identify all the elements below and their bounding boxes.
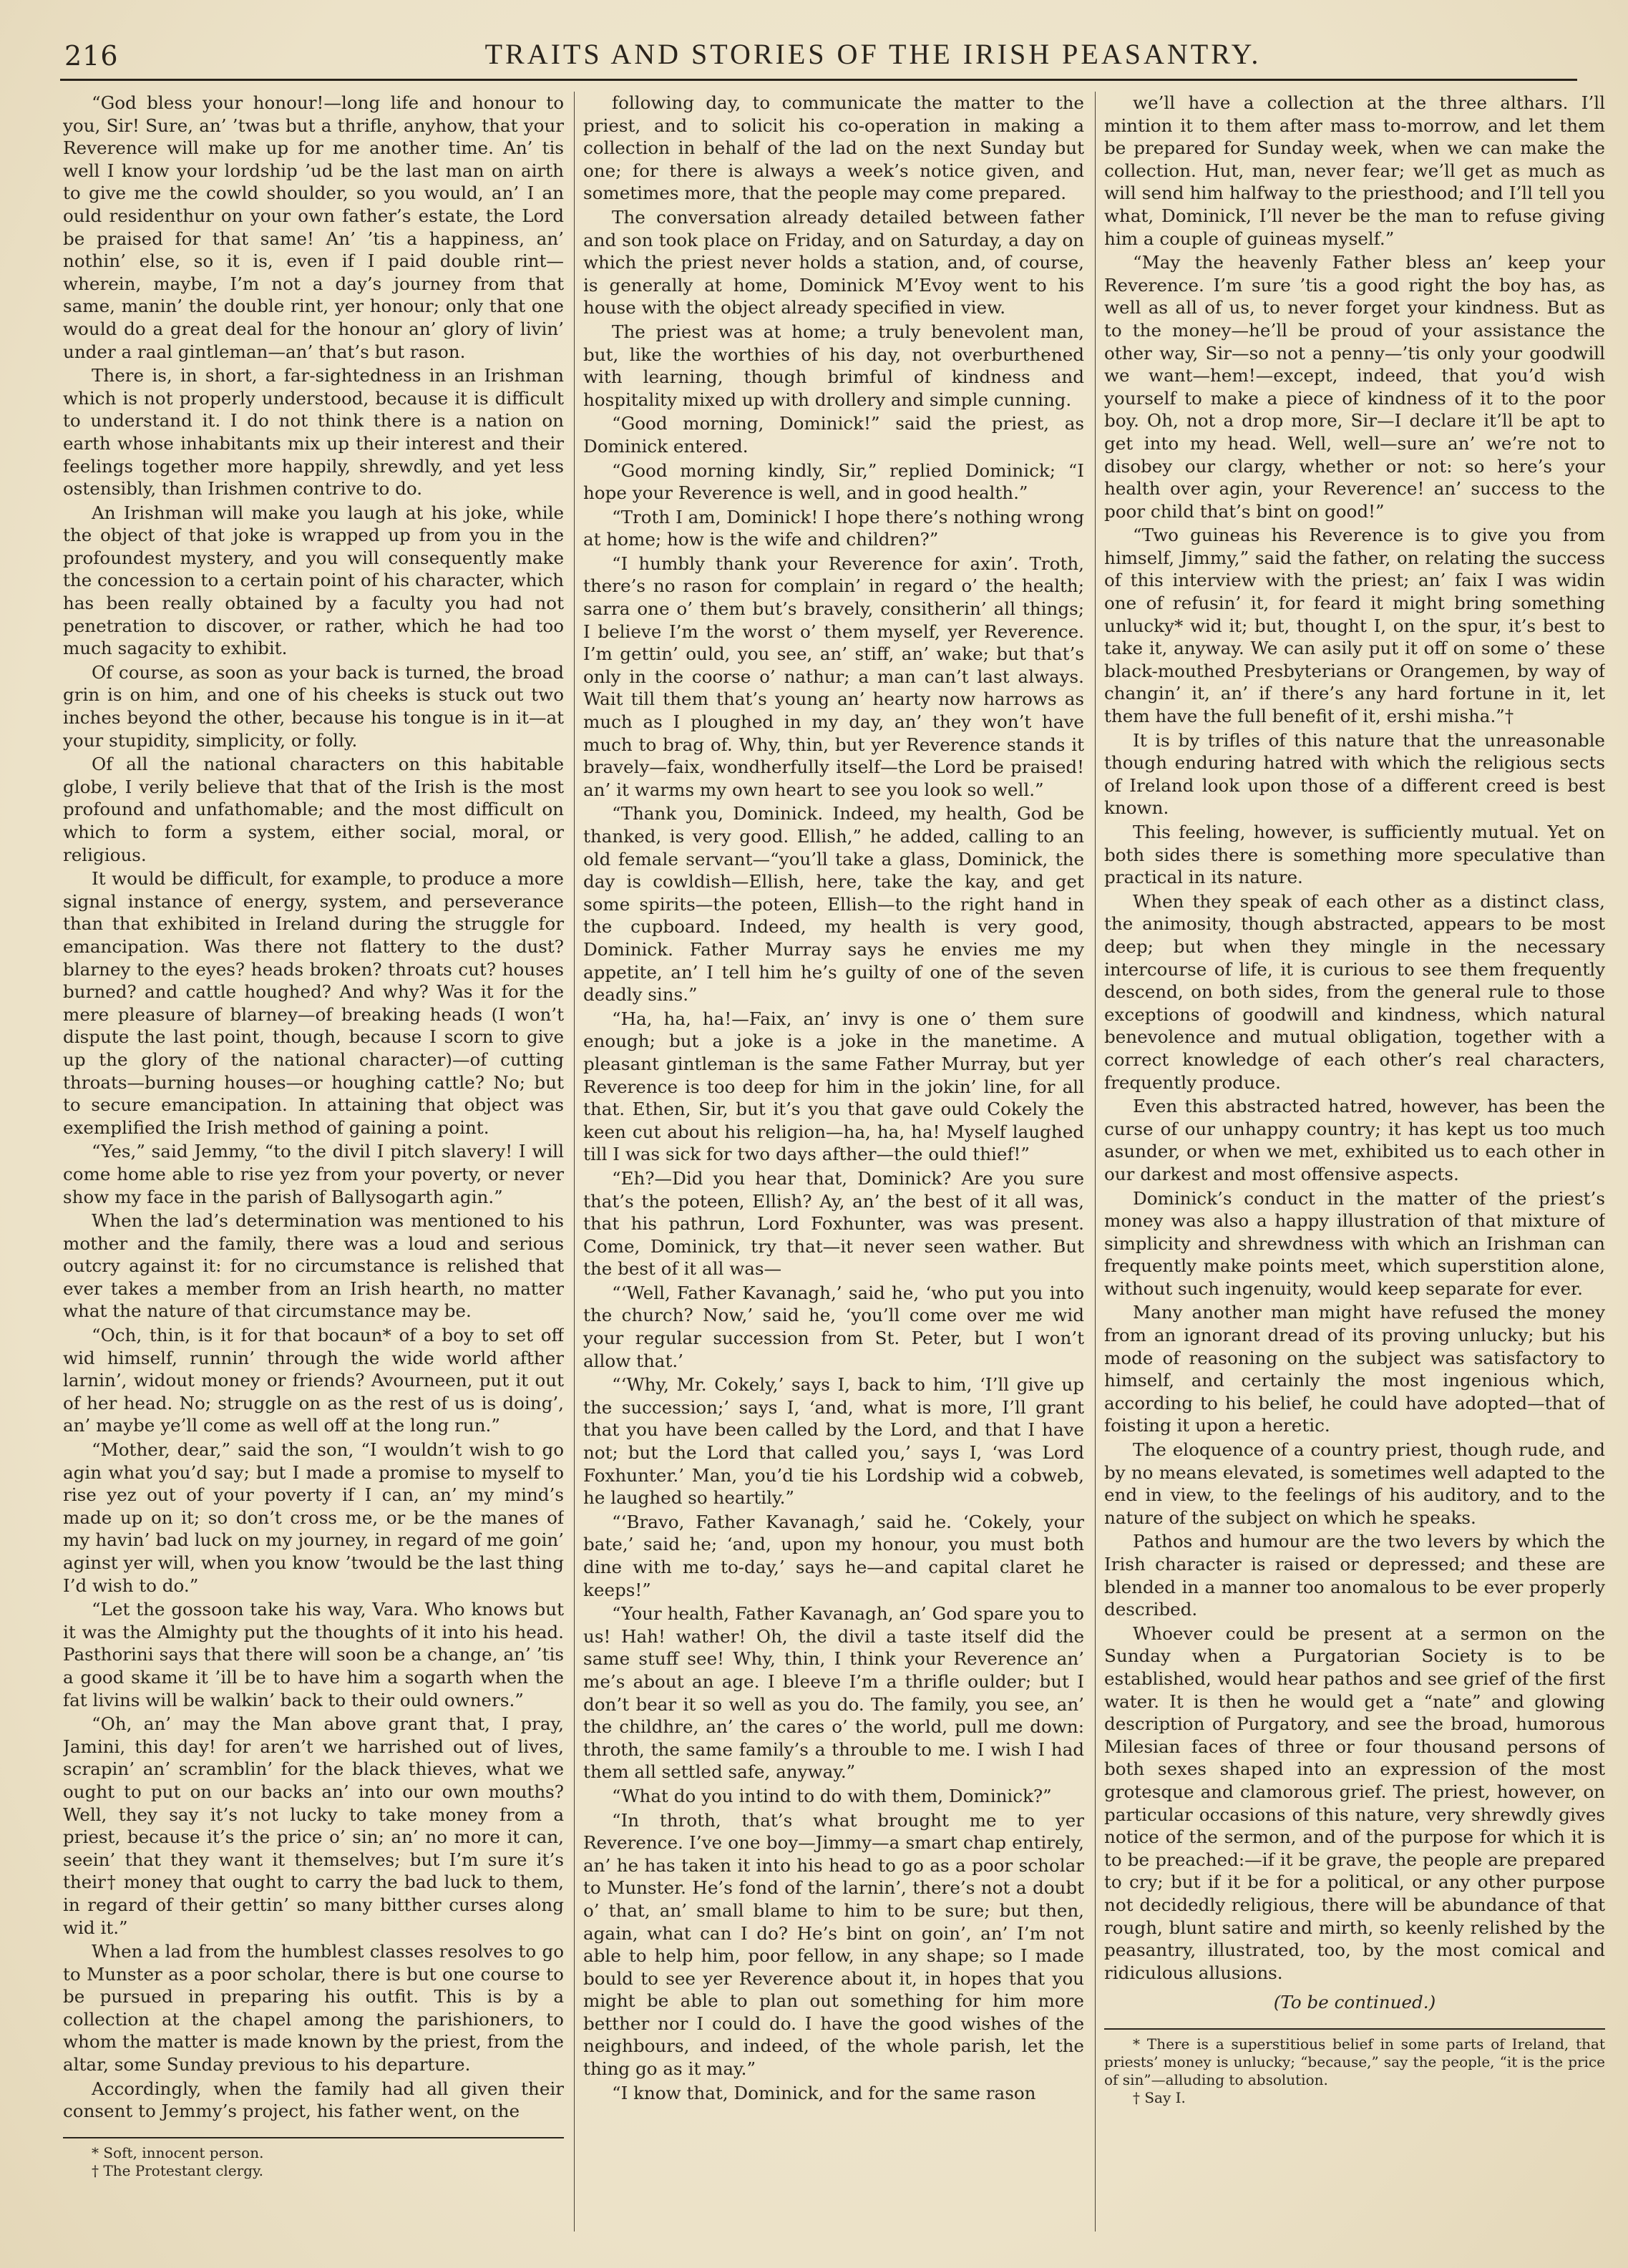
paragraph: An Irishman will make you laugh at his joke, while the object of that joke is wrapped up from you in the profoundest mystery, and you will consequently make the concession to a certain point of his character, which has been really obtained by a faculty you had not penetration to discover, or rather, which he had too much sagacity to exhibit. <box>63 502 564 659</box>
paragraph: The eloquence of a country priest, though rude, and by no means elevated, is sometimes well adapted to the end in view, to the feelings of his auditory, and to the nature of the subject on which he speaks. <box>1104 1439 1605 1528</box>
footnote: † The Protestant clergy. <box>92 2161 263 2179</box>
footnotes <box>1104 2028 1605 2107</box>
paragraph: Even this abstracted hatred, however, has been the curse of our unhappy country; it has kept us too much asunder, or when we met, exhibited us to each other in our darkest and most offensive aspects. <box>1104 1096 1605 1184</box>
paragraph: Whoever could be present at a sermon on the Sunday when a Purgatorian Society is to be established, would hear pathos and see grief of the first water. It is then he would get a “nate” and glowing description of Purgatory, and see the broad, humorous Milesian faces of three or four thousand persons of both sexes shaped into an expression of the most grotesque and clamorous grief. The priest, however, on particular occasions of this nature, very shrewdly gives notice of the sermon, and of the purpose for which it is to be preached:—if it be grave, the people are prepared to cry; but if it be for a political, or any other purpose not decidedly religious, there will be abundance of that rough, blunt satire and mirth, so keenly relished by the peasantry, illustrated, too, by the most comical and ridiculous allusions. <box>1104 1622 1605 1983</box>
paragraph: When the lad’s determination was mentioned to his mother and the family, there was a loud and serious outcry against it: for no circumstance is relished that ever takes a member from an Irish hearth, no matter what the nature of that circumstance may be. <box>63 1210 564 1322</box>
paragraph: “Eh?—Did you hear that, Dominick? Are you sure that’s the poteen, Ellish? Ay, an’ the best of it all was, that his pathrun, Lord Foxhunter, was was present. Come, Dominick, try that—it never seen wather. But the best of it all was— <box>583 1167 1084 1280</box>
paragraph: “Two guineas his Reverence is to give you from himself, Jimmy,” said the father, on relating the success of this interview with the priest; an’ faix I was widin one of refusin’ it, for feard it might bring something unlucky* wid it; but, thought I, on the spur, it’s best to take it, anyway. We can asily put it off on some o’ these black-mouthed Presbyterians or Orangemen, by way of changin’ it, an’ if there’s any hard fortune in it, let them have the full benefit of it, ershi misha.”† <box>1104 525 1605 727</box>
page-header <box>64 37 1574 73</box>
paragraph: “Oh, an’ may the Man above grant that, I pray, Jamini, this day! for aren’t we harrished out of lives, scrapin’ an’ scramblin’ for the black thieves, what we ought to put on our backs an’ into our own mouths? Well, they say it’s not lucky to take money from a priest, because it’s the price o’ sin; an’ no more it can, seein’ that they want it themselves; but I’m sure it’s their† money that ought to carry the bad luck to them, in regard of their gettin’ so many bitther curses along wid it.” <box>63 1713 564 1938</box>
paragraph: The priest was at home; a truly benevolent man, but, like the worthies of his day, not overburthened with learning, though brimful of kindness and hospitality mixed up with drollery and simple cunning. <box>583 321 1084 410</box>
footnotes <box>63 2137 564 2180</box>
paragraph: “Your health, Father Kavanagh, an’ God spare you to us! Hah! wather! Oh, the divil a taste itself did the same stuff see! Why, thin, I think your Reverence an’ me’s about an age. I bleeve I’m a thrifle oulder; but I don’t bear it so well as you do. The family, you see, an’ the childhre, an’ the cares o’ the world, pull me down: throth, the same family’s a throuble to me. I wish I had them all settled safe, anyway.” <box>583 1603 1084 1783</box>
paragraph: Pathos and humour are the two levers by which the Irish character is raised or depressed; and these are blended in a manner too anomalous to be ever properly described. <box>1104 1531 1605 1620</box>
paragraph: “‘Bravo, Father Kavanagh,’ said he. ‘Cokely, your bate,’ said he; ‘and, upon my honour, you must both dine with me to-day,’ says he—and capital claret he keeps!” <box>583 1511 1084 1600</box>
column-rule <box>1095 92 1096 2232</box>
paragraph: This feeling, however, is sufficiently mutual. Yet on both sides there is something more speculative than practical in its nature. <box>1104 822 1605 888</box>
paragraph: “Ha, ha, ha!—Faix, an’ invy is one o’ them sure enough; but a joke is a joke in the manetime. A pleasant gintleman is the same Father Murray, but yer Reverence is too deep for him in the jokin’ line, for all that. Ethen, Sir, but it’s you that gave ould Cokely the keen cut about his religion—ha, ha, ha! Myself laughed till I was sick for two days afther—the ould thief!” <box>583 1008 1084 1165</box>
footnote: † Say I. <box>1133 2088 1186 2106</box>
paragraph: Many another man might have refused the money from an ignorant dread of its proving unlucky; but his mode of reasoning on the subject was satisfactory to himself, and certainly the most ingenious which, according to his belief, he could have adopted—that of foisting it upon a heretic. <box>1104 1302 1605 1436</box>
paragraph: “‘Why, Mr. Cokely,’ says I, back to him, ‘I’ll give up the succession;’ says I, ‘and, what is more, I’ll grant that you have been called by the Lord, and that I have not; but the Lord that called you,’ says I, ‘was Lord Foxhunter.’ Man, you’d tie his Lordship wid a cobweb, he laughed so heartily.” <box>583 1374 1084 1509</box>
running-head: TRAITS AND STORIES OF THE IRISH PEASANTRY. <box>484 38 1262 70</box>
paragraph: “God bless your honour!—long life and honour to you, Sir! Sure, an’ ’twas but a thrifle, anyhow, that your Reverence will make up for me another time. An’ tis well I know your lordship ’ud be the last man on airth to give me the cowld shoulder, so you would, an’ I an ould residenthur on your own father’s estate, the Lord be praised for that same! An’ ’tis a happiness, an’ nothin’ else, so it is, even if I paid double rint—wherein, maybe, I’m not a day’s journey from that same, manin’ the double rint, yer honour; only that one would do a great deal for the honour an’ glory of livin’ under a raal gintleman—an’ that’s but rason. <box>63 92 564 362</box>
to-be-continued: (To be continued.) <box>1273 1992 1436 2013</box>
paragraph: It is by trifles of this nature that the unreasonable though enduring hatred with which the religious sects of Ireland look upon those of a different creed is best known. <box>1104 729 1605 819</box>
paragraph: “Thank you, Dominick. Indeed, my health, God be thanked, is very good. Ellish,” he added, calling to an old female servant—“you’ll take a glass, Dominick, the day is cowldish—Ellish, here, take the kay, and get some spirits—the poteen, Ellish—to the right hand in the cupboard. Indeed, my health is very good, Dominick. Father Murray says he envies me my appetite, an’ I tell him he’s guilty of one of the seven deadly sins.” <box>583 803 1084 1006</box>
footnote: * Soft, innocent person. <box>92 2143 264 2161</box>
paragraph: “What do you intind to do with them, Dominick?” <box>612 1785 1052 1806</box>
footnote: * There is a superstitious belief in some parts of Ireland, that priests’ money is unlucky; “because,” say the people, “it is the price of sin”—alluding to absolution. <box>1104 2035 1605 2088</box>
paragraph: “‘Well, Father Kavanagh,’ said he, ‘who put you into the church? Now,’ said he, ‘you’ll come over me wid your regular succession from St. Peter, but I won’t allow that.’ <box>583 1282 1084 1371</box>
paragraph: “Yes,” said Jemmy, “to the divil I pitch slavery! I will come home able to rise yez from your poverty, or never show my face in the parish of Ballysogarth agin.” <box>63 1141 564 1207</box>
text-column-2 <box>583 92 1084 2232</box>
column-rule <box>574 92 575 2232</box>
text-column-1 <box>63 92 564 2232</box>
paragraph: Dominick’s conduct in the matter of the priest’s money was also a happy illustration of that mixture of simplicity and shrewdness with which an Irishman can frequently make points meet, which superstition alone, without such ingenuity, would keep separate for ever. <box>1104 1187 1605 1299</box>
paragraph: The conversation already detailed between father and son took place on Friday, and on Saturday, a day on which the priest never holds a station, and, of course, is generally at home, Dominick M’Evoy went to his house with the object already specified in view. <box>583 206 1084 318</box>
paragraph: Of all the national characters on this habitable globe, I verily believe that that of the Irish is the most profound and unfathomable; and the most difficult on which to form a system, either social, moral, or religious. <box>63 754 564 865</box>
paragraph: following day, to communicate the matter to the priest, and to solicit his co-operation in making a collection in behalf of the lad on the next Sunday but one; for there is always a week’s notice given, and sometimes more, that the people may come prepared. <box>583 92 1084 204</box>
text-column-3 <box>1104 92 1605 2232</box>
paragraph: “Let the gossoon take his way, Vara. Who knows but it was the Almighty put the thoughts of it into his head. Pasthorini says that there will soon be a change, an’ ’tis a good skame it ’ill be to have him a sogarth when the fat livins will be walkin’ back to their ould owners.” <box>63 1599 564 1710</box>
paragraph: “Troth I am, Dominick! I hope there’s nothing wrong at home; how is the wife and children?” <box>583 506 1084 550</box>
paragraph: we’ll have a collection at the three althars. I’ll mintion it to them after mass to-morrow, and let them be prepared for Sunday week, when we can make the collection. Hut, man, never fear; we’ll get as much as will send him halfway to the priesthood; and I’ll tell you what, Dominick, I’ll never be the man to refuse giving him a couple of guineas myself.” <box>1104 92 1605 249</box>
paragraph: “I humbly thank your Reverence for axin’. Troth, there’s no rason for complain’ in regard o’ the health; sarra one o’ them but’s bravely, consitherin’ all things; I believe I’m the worst o’ them myself, yer Reverence. I’m gettin’ ould, you see, an’ stiff, an’ wake; but that’s only in the coorse o’ nathur; a man can’t last always. Wait till them that’s young an’ hearty now harrows as much as I ploughed in my day, an’ they won’t have much to brag of. Why, thin, but yer Reverence stands it bravely—faix, wondherfully itself—the Lord be praised! an’ it warms my own heart to see you look so well.” <box>583 553 1084 800</box>
paragraph: “Good morning kindly, Sir,” replied Dominick; “I hope your Reverence is well, and in good health.” <box>583 459 1084 504</box>
paragraph: “Och, thin, is it for that bocaun* of a boy to set off wid himself, runnin’ through the wide world afther larnin’, widout money or friends? Avourneen, put it out of her head. No; struggle on as the rest of us is doing’, an’ maybe ye’ll come as well off at the long run.” <box>63 1325 564 1436</box>
paragraph: When a lad from the humblest classes resolves to go to Munster as a poor scholar, there is but one course to be pursued in preparing his outfit. This is by a collection at the chapel among the parishioners, to whom the matter is made known by the priest, from the altar, some Sunday previous to his departure. <box>63 1941 564 2075</box>
paragraph: “Good morning, Dominick!” said the priest, as Dominick entered. <box>583 413 1084 457</box>
paragraph: “In throth, that’s what brought me to yer Reverence. I’ve one boy—Jimmy—a smart chap entirely, an’ he has taken it into his head to go as a poor scholar to Munster. He’s fond of the larnin’, there’s not a doubt o’ that, an’ small blame to him to be sure; but then, again, what can I do? He’s bint on goin’, an’ I’m not able to help him, poor fellow, in any shape; so I made bould to see yer Reverence about it, in hopes that you might be able to plan out something for him more betther nor I could do. I have the good wishes of the neighbours, and indeed, of the whole parish, let the thing go as it may.” <box>583 1809 1084 2080</box>
page-number: 216 <box>64 40 119 72</box>
paragraph: Accordingly, when the family had all given their consent to Jemmy’s project, his father went, on the <box>63 2078 564 2122</box>
paragraph: It would be difficult, for example, to produce a more signal instance of energy, system, and perseverance than that exhibited in Ireland during the struggle for emancipation. Was there not flattery to the dust? blarney to the eyes? heads broken? throats cut? houses burned? and cattle houghed? And why? Was it for the mere pleasure of blarney—of breaking heads (I won’t dispute the last point, though, because I scorn to give up the glory of the national character)—of cutting throats—burning houses—or houghing cattle? No; but to secure emancipation. In attaining that object was exemplified the Irish method of gaining a point. <box>63 868 564 1138</box>
paragraph: Of course, as soon as your back is turned, the broad grin is on him, and one of his cheeks is stuck out two inches beyond the other, because his tongue is in it—at your stupidity, simplicity, or folly. <box>63 661 564 751</box>
paragraph: “I know that, Dominick, and for the same rason <box>612 2082 1036 2103</box>
header-rule <box>60 79 1577 81</box>
paragraph: “May the heavenly Father bless an’ keep your Reverence. I’m sure ’tis a good right the boy has, as well as all of us, to never forget your kindness. But as to the money—he’ll be proud of your assistance the other way, Sir—so not a penny—’tis only your goodwill we want—hem!—except, indeed, that you’d wish yourself to make a piece of kindness of it to the poor boy. Oh, not a drop more, Sir—I declare it’ll be apt to get into my head. Well, well—sure an’ we’re not to disobey our clargy, whether or not: so here’s your health over agin, your Reverence! an’ success to the poor child that’s bint on good!” <box>1104 252 1605 522</box>
paragraph: “Mother, dear,” said the son, “I wouldn’t wish to go agin what you’d say; but I made a promise to myself to rise yez out of your poverty if I can, an’ my mind’s made up on it; so don’t cross me, or be the manes of my havin’ bad luck on my journey, in regard of me goin’ aginst yer will, when you know ’twould be the last thing I’d wish to do.” <box>63 1439 564 1596</box>
paragraph: When they speak of each other as a distinct class, the animosity, though abstracted, appears to be most deep; but when they mingle in the necessary intercourse of life, it is curious to see them frequently descend, on both sides, from the general rule to those exceptions of goodwill and kindness, which natural benevolence and mutual obligation, together with a correct knowledge of each other’s real characters, frequently produce. <box>1104 890 1605 1093</box>
paragraph: There is, in short, a far-sightedness in an Irishman which is not properly understood, because it is difficult to understand it. I do not think there is a nation on earth whose inhabitants mix up their interest and their feelings together more happily, shrewdly, and yet less ostensibly, than Irishmen contrive to do. <box>63 365 564 500</box>
